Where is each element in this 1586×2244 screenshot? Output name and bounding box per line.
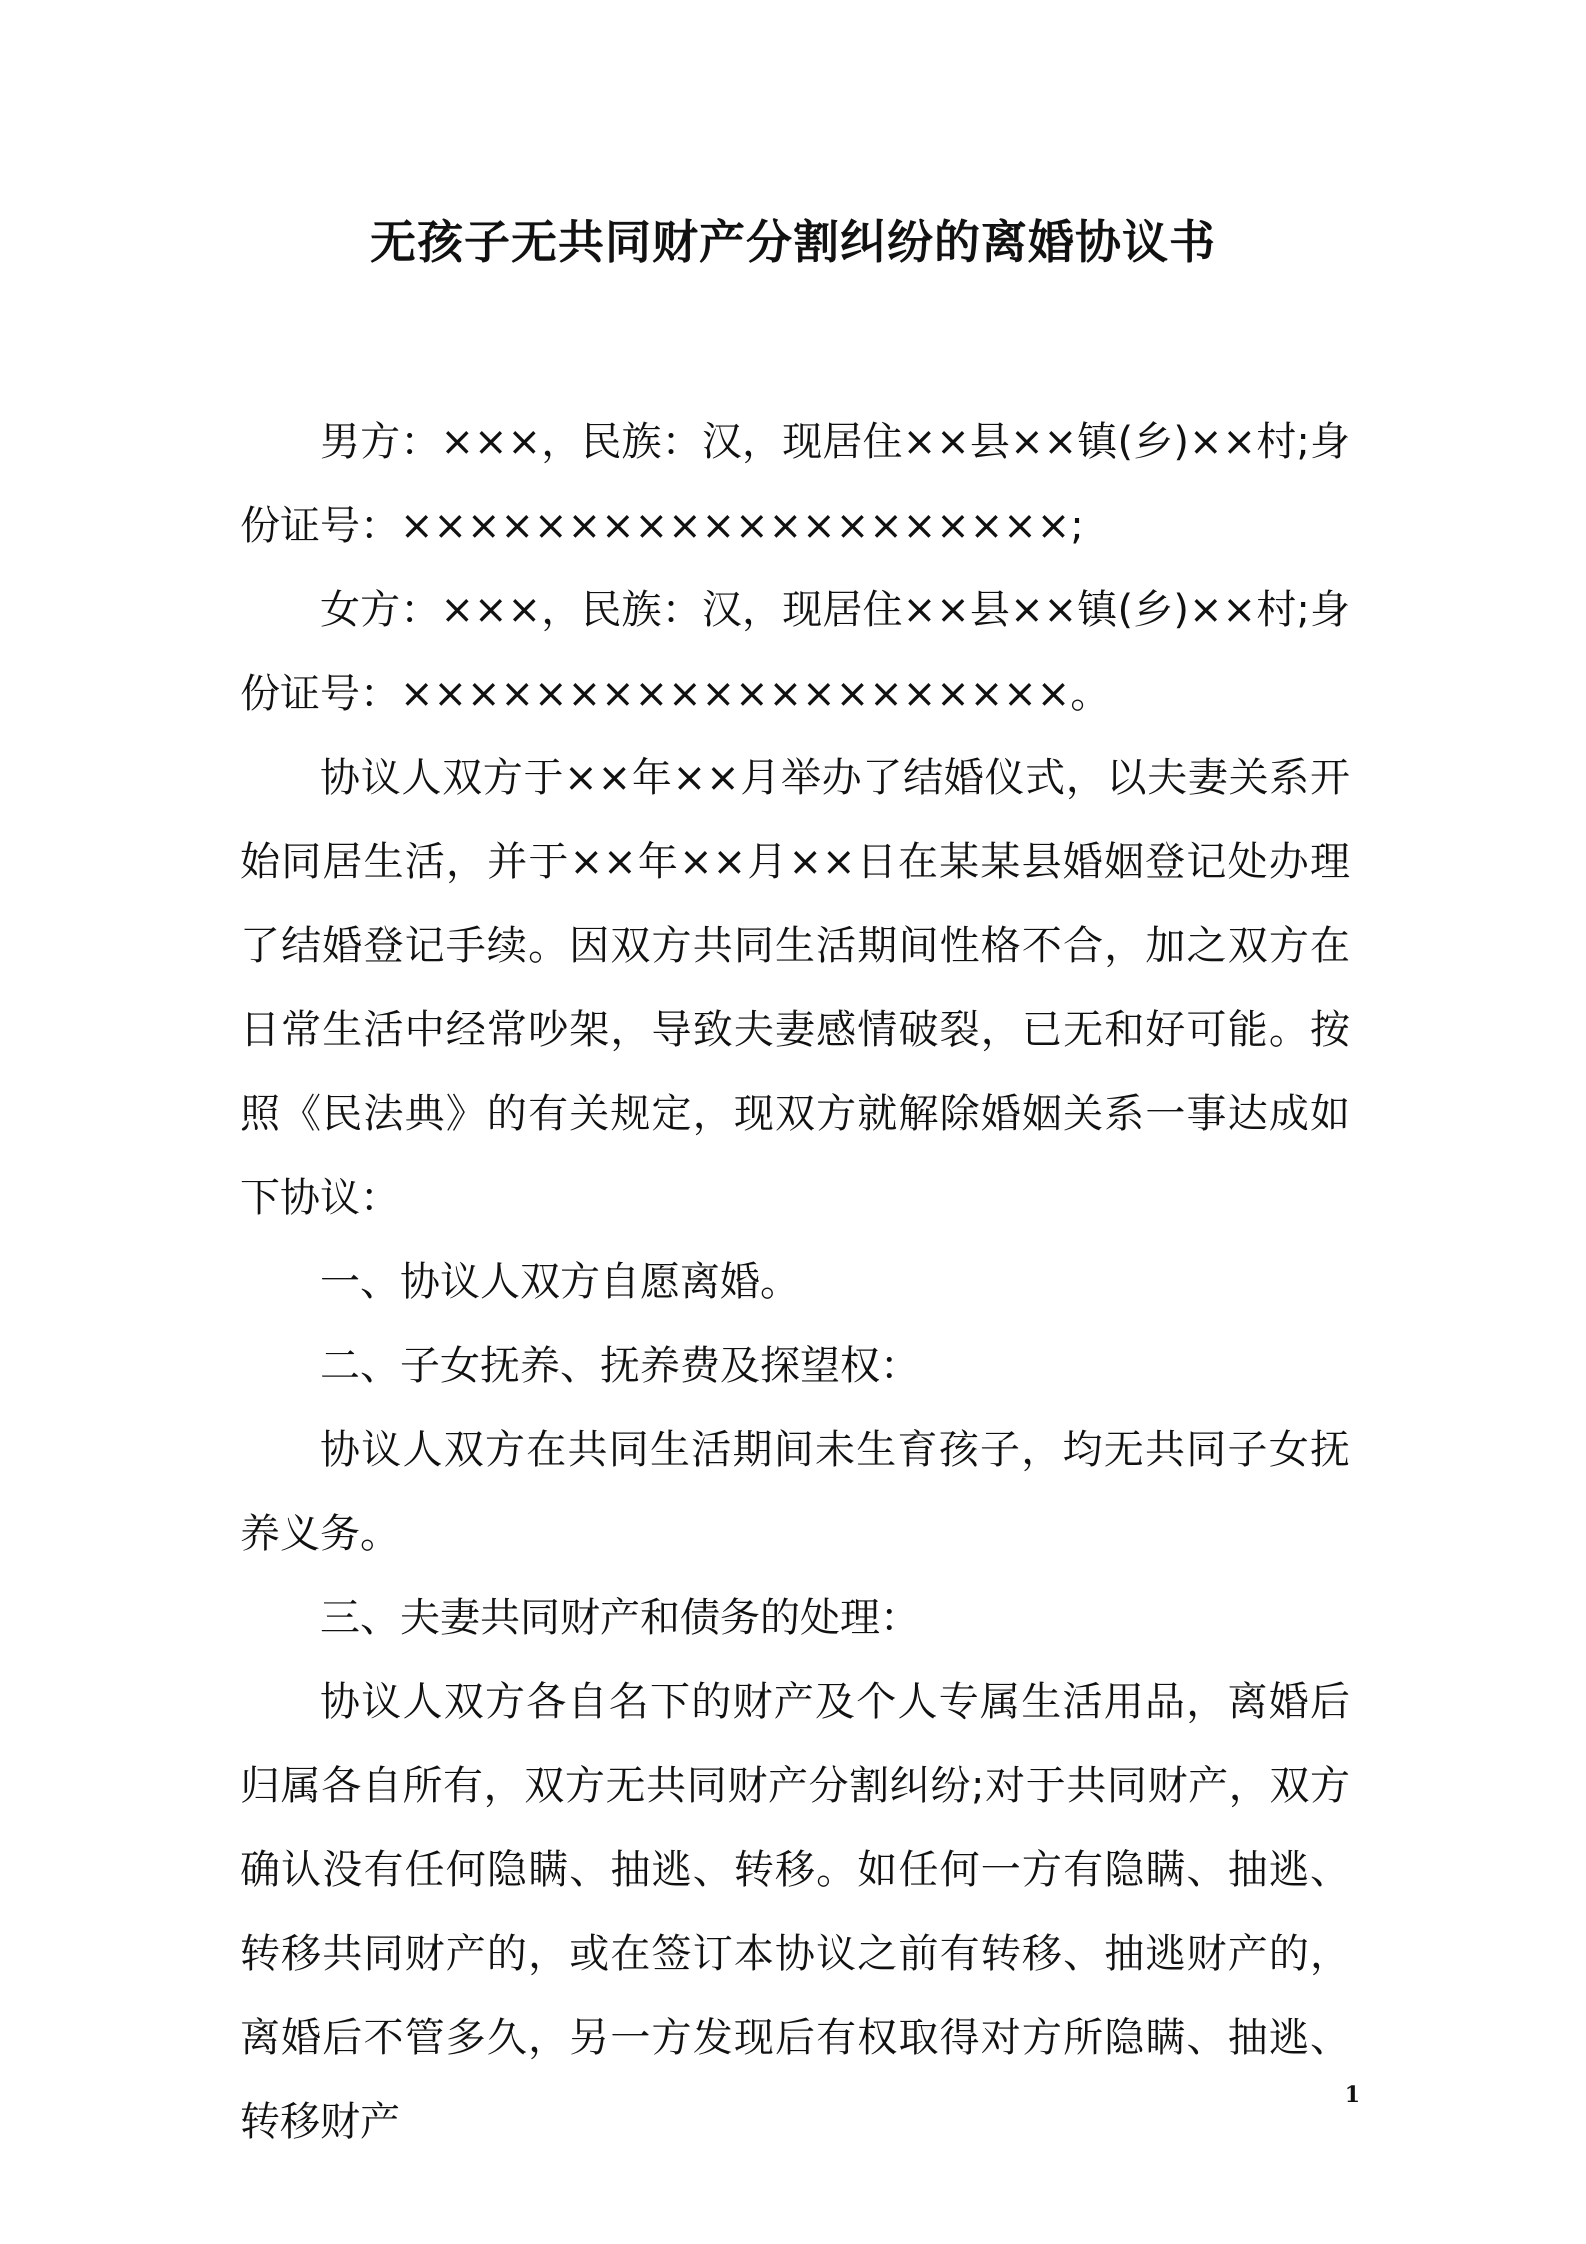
clause-three-content: 协议人双方各自名下的财产及个人专属生活用品，离婚后归属各自所有，双方无共同财产分割纠纷;对于共同财产，双方确认没有任何隐瞒、抽逃、转移。如任何一方有隐瞒、抽逃、转移共同财产的，或在签订本协议之前有转移、抽逃财产的，离婚后不管多久，另一方发现后有权取得对方所隐瞒、抽逃、转移财产 [240,1679,1350,2145]
document-title: 无孩子无共同财产分割纠纷的离婚协议书 [370,215,1216,269]
page-number: 1 [1344,2082,1360,2108]
paragraph-female-party: 女方：×××，民族：汉，现居住××县××镇(乡)××村;身份证号：××××××××××××××××××××。 [240,587,1350,717]
paragraph-preamble: 协议人双方于××年××月举办了结婚仪式，以夫妻关系开始同居生活，并于××年××月××日在某某县婚姻登记处办理了结婚登记手续。因双方共同生活期间性格不合，加之双方在日常生活中经常吵架，导致夫妻感情破裂，已无和好可能。按照《民法典》的有关规定，现双方就解除婚姻关系一事达成如下协议： [240,755,1350,1221]
document-body [240,400,1350,2164]
clause-two-content: 协议人双方在共同生活期间未生育孩子，均无共同子女抚养义务。 [240,1427,1350,1557]
paragraph-male-party: 男方：×××，民族：汉，现居住××县××镇(乡)××村;身份证号：××××××××××××××××××××; [240,419,1350,549]
clause-two-heading: 二、子女抚养、抚养费及探望权： [320,1343,920,1389]
clause-one-heading: 一、协议人双方自愿离婚。 [320,1259,800,1305]
clause-three-heading: 三、夫妻共同财产和债务的处理： [320,1595,920,1641]
